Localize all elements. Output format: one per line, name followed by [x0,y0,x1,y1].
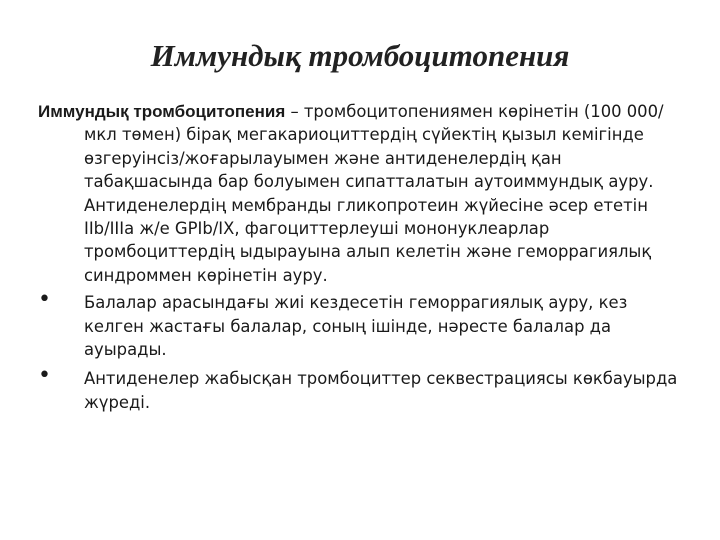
bullet-item-2 [38,363,678,414]
bullet-text: Балалар арасындағы жиі кездесетін геморрагиялық ауру, кез келген жастағы балалар, соның ішінде, нәресте балалар да ауырады. [84,293,628,360]
definition-text: – тромбоцитопениямен көрінетін (100 000/мкл төмен) бірақ мегакариоциттердің сүйектің қызыл кемігінде өзгеруінсіз/жоғарылауымен және антиденелердің қан табақшасында бар болуымен сипатталатын аутоиммундық ауру. Антиденелердің мембранды гликопротеин жүйесіне әсер ететін IIb/IIIa ж/е GPIb/IX, фагоциттерлеуші мононуклеарлар тромбоциттердің ыдырауына алып келетін және геморрагиялық синдроммен көрінетін ауру. [84,102,664,285]
bullet-icon: • [38,363,51,389]
definition-term: Иммундық тромбоцитопения [38,102,286,121]
bullet-icon: • [38,287,51,313]
slide-title: Иммундық тромбоцитопения [150,38,570,73]
bullet-text: Антиденелер жабысқан тромбоциттер секвестрациясы көкбауырда жүреді. [84,369,678,412]
bullet-item-1 [38,287,678,361]
definition-paragraph [38,100,678,287]
slide-content [38,100,678,420]
